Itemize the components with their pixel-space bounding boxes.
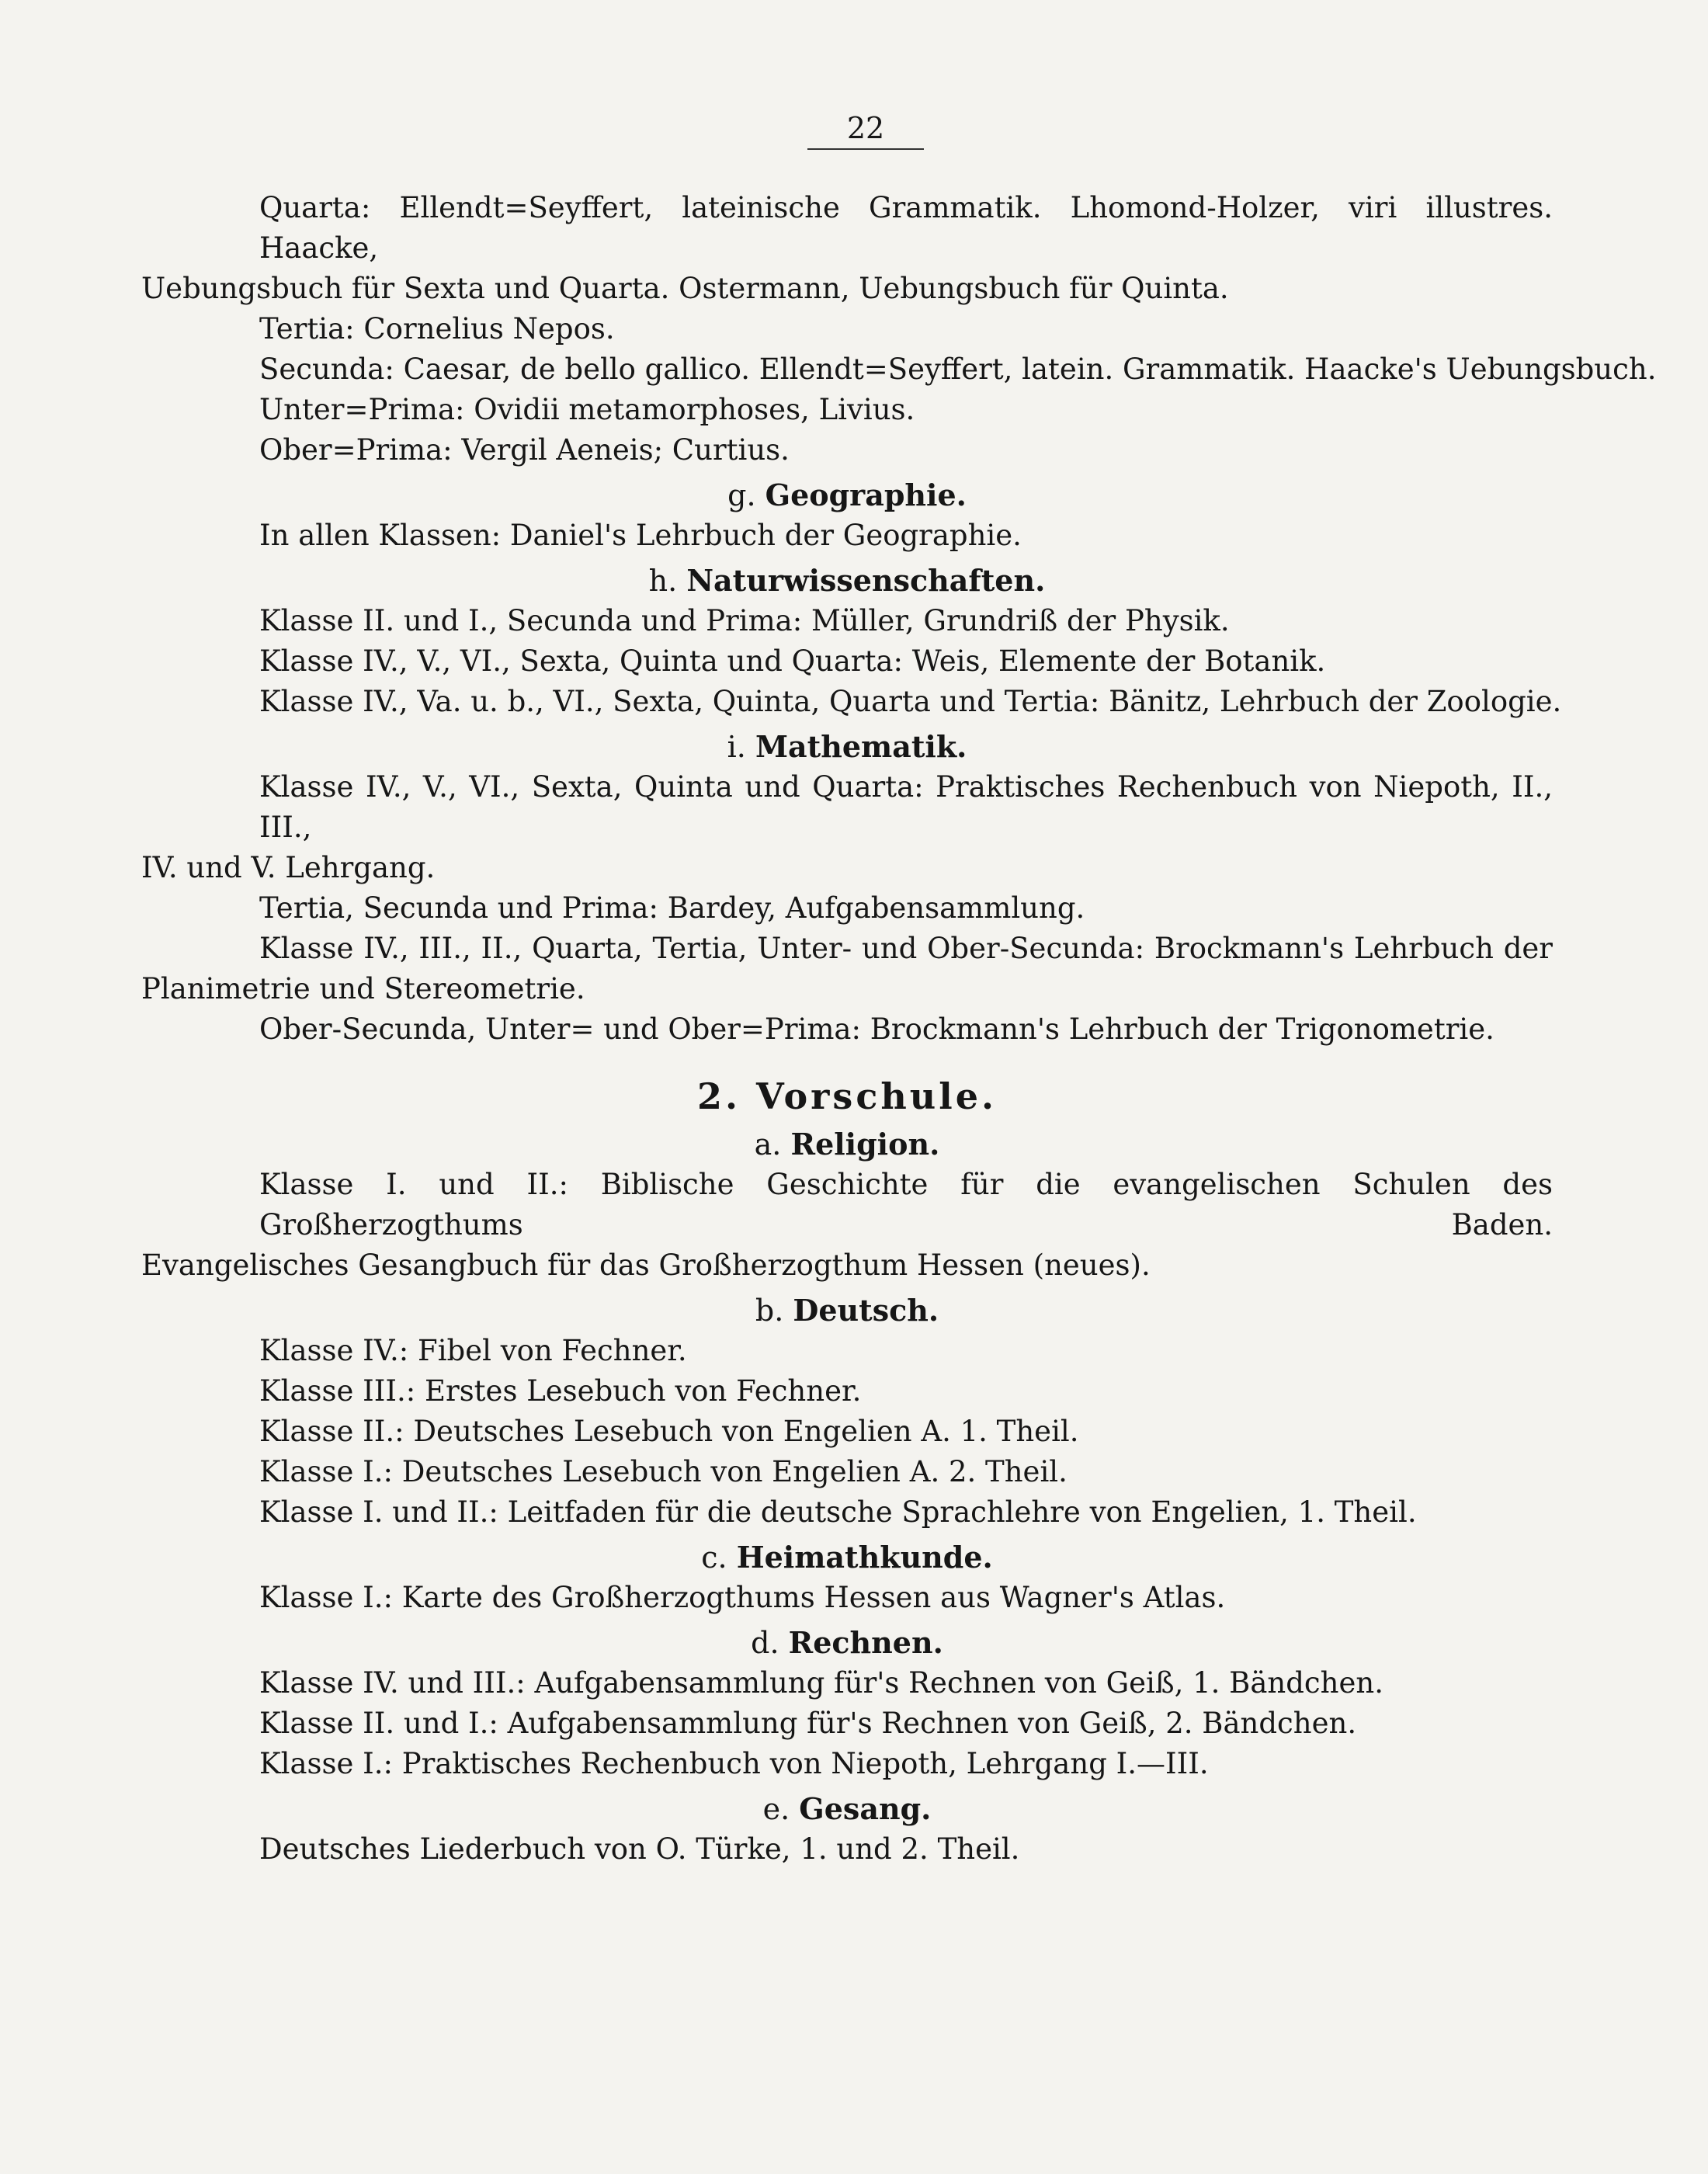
section-title: Religion. [790,1127,940,1162]
text-line: Klasse IV., V., VI., Sexta, Quinta und Quarta: Weis, Elemente der Botanik. [259,644,1326,678]
text-line: Deutsches Liederbuch von O. Türke, 1. und 2. Theil. [259,1832,1020,1866]
text-line-quarta-1: Quarta: Ellendt=Seyffert, lateinische Grammatik. Lhomond-Holzer, viri illustres. Haacke, [259,191,1553,265]
section-letter: b. [755,1294,784,1328]
text-line: Planimetrie und Stereometrie. [141,972,585,1005]
text-line: Tertia, Secunda und Prima: Bardey, Aufgabensammlung. [259,891,1085,925]
section-heading-heimathkunde [141,1537,1553,1578]
section-title: Geographie. [765,478,967,512]
section-title: Rechnen. [788,1625,943,1660]
text-line-tertia: Tertia: Cornelius Nepos. [259,312,615,346]
page-number: 22 [846,111,885,145]
section-letter: a. [754,1127,782,1162]
text-line: Klasse IV. und III.: Aufgabensammlung für's Rechnen von Geiß, 1. Bändchen. [259,1666,1383,1700]
section-heading-religion [141,1124,1553,1165]
text-line: Ober-Secunda, Unter= und Ober=Prima: Brockmann's Lehrbuch der Trigonometrie. [259,1012,1494,1046]
page-content [141,188,1657,1870]
text-line: Klasse III.: Erstes Lesebuch von Fechner. [259,1374,862,1408]
text-line: Evangelisches Gesangbuch für das Großherzogthum Hessen (neues). [141,1248,1151,1282]
section-letter: h. [648,564,678,598]
section-title: Mathematik. [755,729,967,764]
section-title: Heimathkunde. [736,1540,993,1575]
section-heading-gesang [141,1789,1553,1829]
section-heading-rechnen [141,1623,1553,1663]
text-line: In allen Klassen: Daniel's Lehrbuch der Geographie. [259,519,1022,552]
text-line-secunda: Secunda: Caesar, de bello gallico. Ellendt=Seyffert, latein. Grammatik. Haacke's Uebungsbuch. [259,352,1657,386]
section-heading-vorschule: 2. Vorschule. [697,1075,997,1117]
text-line-unter-prima: Unter=Prima: Ovidii metamorphoses, Livius. [259,393,915,426]
section-letter: d. [751,1626,779,1660]
page-number-rule [807,148,924,150]
text-line: Klasse I.: Deutsches Lesebuch von Engelien A. 2. Theil. [259,1455,1068,1488]
section-heading-deutsch [141,1290,1553,1331]
text-line: Klasse I. und II.: Biblische Geschichte für die evangelischen Schulen des Großherzogthums Baden. [259,1168,1553,1242]
text-line: Klasse I.: Praktisches Rechenbuch von Niepoth, Lehrgang I.—III. [259,1747,1209,1780]
section-letter: c. [701,1540,727,1575]
text-line: Klasse I. und II.: Leitfaden für die deutsche Sprachlehre von Engelien, 1. Theil. [259,1495,1417,1529]
text-line: Klasse IV., Va. u. b., VI., Sexta, Quinta, Quarta und Tertia: Bänitz, Lehrbuch der Zoologie. [259,685,1562,718]
text-line: Klasse IV., III., II., Quarta, Tertia, Unter- und Ober-Secunda: Brockmann's Lehrbuch der [259,932,1553,965]
text-line: Klasse IV.: Fibel von Fechner. [259,1334,687,1367]
text-line: Klasse II. und I.: Aufgabensammlung für's Rechnen von Geiß, 2. Bändchen. [259,1707,1357,1740]
text-line: IV. und V. Lehrgang. [141,851,436,884]
text-line: Klasse I.: Karte des Großherzogthums Hessen aus Wagner's Atlas. [259,1581,1226,1614]
text-line-quarta-2: Uebungsbuch für Sexta und Quarta. Ostermann, Uebungsbuch für Quinta. [141,272,1229,305]
section-title: Deutsch. [793,1293,939,1328]
text-line: Klasse II. und I., Secunda und Prima: Müller, Grundriß der Physik. [259,604,1230,637]
section-heading-mathematik [141,727,1553,767]
section-letter: g. [727,478,756,512]
section-letter: i. [727,730,746,764]
text-line: Klasse IV., V., VI., Sexta, Quinta und Quarta: Praktisches Rechenbuch von Niepoth, II., III., [259,770,1553,844]
section-heading-geographie [141,475,1553,516]
text-line: Klasse II.: Deutsches Lesebuch von Engelien A. 1. Theil. [259,1415,1079,1448]
section-heading-naturwissenschaften [141,561,1553,601]
section-title: Gesang. [799,1791,932,1826]
section-title: Naturwissenschaften. [686,563,1046,598]
text-line-ober-prima: Ober=Prima: Vergil Aeneis; Curtius. [259,433,790,467]
section-letter: e. [762,1792,790,1826]
